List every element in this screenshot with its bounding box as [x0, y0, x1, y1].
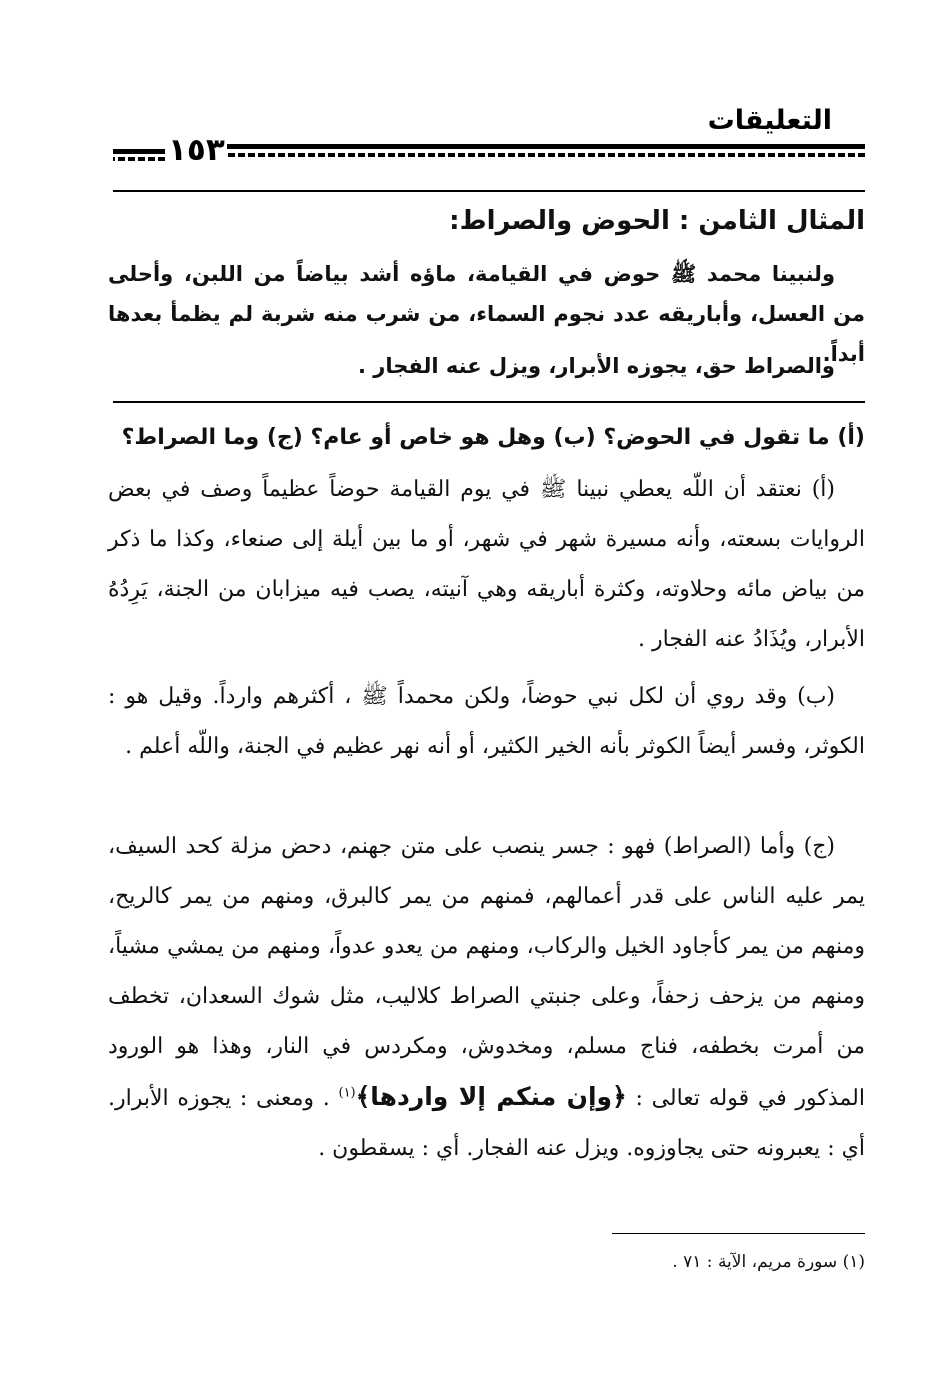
questions-line: (أ) ما تقول في الحوض؟ (ب) وهل هو خاص أو عام؟ (ج) وما الصراط؟: [121, 425, 865, 450]
matn-divider: [113, 401, 865, 403]
header-rule-thick: [227, 144, 865, 149]
header-rule: [113, 144, 865, 164]
matn-paragraph-2: والصراط حق، يجوزه الأبرار، ويزل عنه الفجار .: [357, 354, 835, 378]
answer-b: (ب) وقد روي أن لكل نبي حوضاً، ولكن محمداً ﷺ ، أكثرهم وارداً. وقيل هو : الكوثر، وفسر أيضاً الكوثر بأنه الخير الكثير، أو أنه نهر عظيم في الجنة، واللّه أعلم .: [108, 684, 865, 759]
answer-c-text-1: (ج) وأما (الصراط) فهو : جسر ينصب على متن جهنم، دحض مزلة كحد السيف، يمر عليه الناس على قدر أعمالهم، فمنهم من يمر كالبرق، ومنهم من يمر كالريح، ومنهم من يمر كأجاود الخيل والركاب، ومنهم من يعدو عدواً، ومنهم من يمشي مشياً، ومنهم من يزحف زحفاً، وعلى جنبتي الصراط كلاليب، مثل شوك السعدان، تخطف من أمرت بخطفه، فناج مسلم، ومخدوش، ومكردس في النار، وهذا هو الورود المذكور في قوله تعالى :: [108, 834, 865, 1111]
section-heading: المثال الثامن : الحوض والصراط:: [449, 206, 865, 236]
answer-a: (أ) نعتقد أن اللّه يعطي نبينا ﷺ في يوم القيامة حوضاً عظيماً وصف في بعض الروايات بسعته، وأنه مسيرة شهر في شهر، أو ما بين أيلة إلى صنعاء، وكذا ما ذكر من بياض مائه وحلاوته، وكثرة أباريقه وهي آنيته، يصب فيه ميزابان من الجنة، يَرِدُهُ الأبرار، ويُذَادُ عنه الفجار .: [108, 477, 865, 652]
header-rule-left-thick: [113, 149, 165, 154]
footnote-marker: (١): [338, 1085, 356, 1101]
header-rule-left-dashed: [113, 157, 165, 161]
running-title: التعليقات: [707, 105, 832, 136]
quran-verse: ﴿وإن منكم إلا واردها﴾: [355, 1082, 627, 1111]
footnote-divider: [612, 1233, 865, 1234]
header-rule-dashed: [227, 153, 865, 157]
header-divider: [113, 190, 865, 192]
matn-paragraph-1: ولنبينا محمد ﷺ حوض في القيامة، ماؤه أشد بياضاً من اللبن، وأحلى من العسل، وأباريقه عدد نجوم السماء، من شرب منه شربة لم يظمأ بعدها أبداً.: [108, 262, 865, 366]
footnote: (١) سورة مريم، الآية : ٧١ .: [672, 1252, 865, 1272]
answer-c-text-2: . ومعنى : يجوزه الأبرار. أي : يعبرونه حتى يجاوزوه. ويزل عنه الفجار. أي : يسقطون .: [108, 1086, 865, 1161]
answer-c: [108, 822, 865, 1174]
page-number: ١٥٣: [168, 132, 225, 168]
